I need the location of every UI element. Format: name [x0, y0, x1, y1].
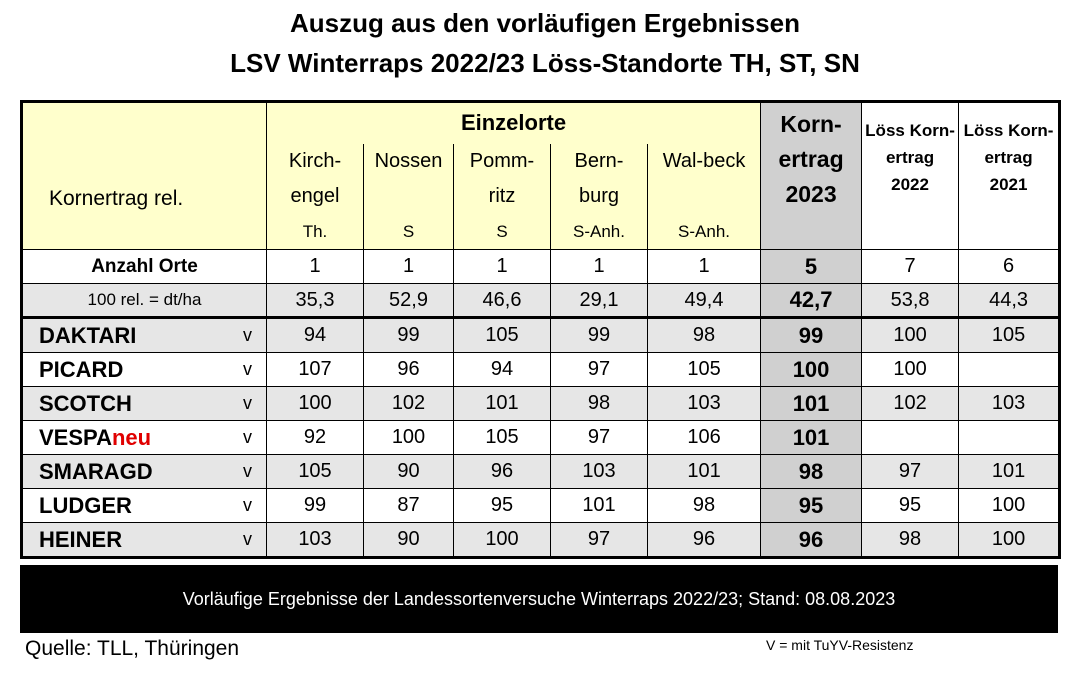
variety-name: VESPA — [39, 424, 112, 450]
table-cell: 96 — [648, 523, 761, 558]
loess2022-l3: 2022 — [891, 175, 929, 194]
table-cell: 98 — [761, 455, 862, 489]
variety-name: DAKTARI — [39, 322, 137, 348]
table-cell: 29,1 — [551, 284, 648, 318]
site-header-kirchengel — [267, 144, 364, 250]
table-cell: 96 — [364, 353, 454, 387]
footer-note: Vorläufige Ergebnisse der Landessortenversuche Winterraps 2022/23; Stand: 08.08.2023 — [20, 565, 1058, 633]
variety-name-cell — [22, 387, 267, 421]
table-cell: 101 — [959, 455, 1060, 489]
anzahl-orte-row — [22, 250, 1060, 284]
tuyv-marker: v — [243, 325, 252, 345]
table-cell: 100 — [267, 387, 364, 421]
variety-name-cell — [22, 353, 267, 387]
table-cell: 100 — [959, 489, 1060, 523]
loess-2022-header — [862, 102, 959, 250]
table-cell: 98 — [648, 489, 761, 523]
table-cell: 97 — [862, 455, 959, 489]
legend-text: V = mit TuYV-Resistenz — [766, 637, 914, 653]
site-header-nossen — [364, 144, 454, 250]
table-cell: 103 — [648, 387, 761, 421]
tuyv-marker: v — [243, 393, 252, 413]
table-cell: 90 — [364, 523, 454, 558]
variety-name: LUDGER — [39, 492, 132, 518]
table-cell: 101 — [761, 421, 862, 455]
table-cell: 97 — [551, 523, 648, 558]
site-header-bernburg — [551, 144, 648, 250]
table-cell: 105 — [959, 318, 1060, 353]
source-text: Quelle: TLL, Thüringen — [25, 637, 240, 660]
table-cell: 105 — [648, 353, 761, 387]
table-cell — [959, 353, 1060, 387]
variety-name-cell — [22, 455, 267, 489]
anzahl-orte-label: Anzahl Orte — [22, 250, 267, 284]
title-line-1: Auszug aus den vorläufigen Ergebnissen — [290, 8, 800, 38]
site-l2 — [648, 179, 760, 214]
table-row — [22, 353, 1060, 387]
tuyv-marker: v — [243, 427, 252, 447]
table-cell: 105 — [267, 455, 364, 489]
loess2021-l3: 2021 — [989, 175, 1028, 194]
table-cell: 6 — [959, 250, 1060, 284]
results-table — [20, 100, 1061, 559]
table-cell: 102 — [862, 387, 959, 421]
loess2022-l2: ertrag — [885, 148, 935, 167]
table-cell: 105 — [454, 421, 551, 455]
table-cell: 99 — [551, 318, 648, 353]
loess2021-l1: Löss Korn- — [963, 121, 1054, 140]
table-cell: 103 — [267, 523, 364, 558]
site-l1: Kirch- — [288, 149, 342, 172]
loess-2021-header — [959, 102, 1060, 250]
title-line-2: LSV Winterraps 2022/23 Löss-Standorte TH, ST, SN — [230, 48, 860, 78]
site-abbr: S-Anh. — [678, 221, 731, 241]
variety-name-cell — [22, 489, 267, 523]
table-cell: 1 — [454, 250, 551, 284]
site-abbr: Th. — [302, 221, 328, 241]
table-cell: 107 — [267, 353, 364, 387]
table-cell: 1 — [648, 250, 761, 284]
table-cell: 103 — [959, 387, 1060, 421]
table-cell: 106 — [648, 421, 761, 455]
variety-name-cell — [22, 523, 267, 558]
table-cell: 97 — [551, 421, 648, 455]
table-cell: 1 — [551, 250, 648, 284]
table-cell: 95 — [761, 489, 862, 523]
table-cell: 87 — [364, 489, 454, 523]
table-cell: 100 — [761, 353, 862, 387]
table-row — [22, 523, 1060, 558]
site-abbr: S — [496, 221, 508, 241]
tuyv-marker: v — [243, 461, 252, 481]
table-cell: 95 — [862, 489, 959, 523]
table-cell: 100 — [454, 523, 551, 558]
tuyv-marker: v — [243, 495, 252, 515]
site-header-pommritz — [454, 144, 551, 250]
table-cell: 99 — [267, 489, 364, 523]
table-row — [22, 455, 1060, 489]
table-cell: 96 — [761, 523, 862, 558]
table-cell: 35,3 — [267, 284, 364, 318]
table-cell: 102 — [364, 387, 454, 421]
table-cell: 98 — [648, 318, 761, 353]
table-cell: 99 — [364, 318, 454, 353]
table-cell: 94 — [454, 353, 551, 387]
site-l2: engel — [290, 184, 340, 207]
table-cell: 101 — [761, 387, 862, 421]
table-cell: 100 — [364, 421, 454, 455]
site-abbr: S — [402, 221, 415, 241]
table-row — [22, 318, 1060, 353]
korn-l1: Korn- — [780, 111, 842, 137]
table-cell: 101 — [648, 455, 761, 489]
variety-name: SCOTCH — [39, 390, 132, 416]
table-cell — [959, 421, 1060, 455]
table-cell: 101 — [551, 489, 648, 523]
site-l2: burg — [578, 184, 620, 207]
table-cell: 49,4 — [648, 284, 761, 318]
table-cell: 100 — [862, 353, 959, 387]
table-cell: 42,7 — [761, 284, 862, 318]
site-l1: Wal-beck — [662, 149, 746, 172]
variety-name: PICARD — [39, 356, 124, 382]
table-cell: 103 — [551, 455, 648, 489]
table-cell — [862, 421, 959, 455]
table-cell: 100 — [959, 523, 1060, 558]
site-l1: Pomm- — [469, 149, 535, 172]
einzelorte-header: Einzelorte — [267, 102, 761, 144]
site-header-walbeck — [648, 144, 761, 250]
variety-name-cell — [22, 318, 267, 353]
table-cell: 105 — [454, 318, 551, 353]
reference-row — [22, 284, 1060, 318]
table-cell: 98 — [862, 523, 959, 558]
variety-new-badge: neu — [111, 424, 152, 450]
table-row — [22, 421, 1060, 455]
site-l1: Nossen — [374, 149, 443, 172]
kornertrag-2023-header — [761, 102, 862, 250]
table-cell: 44,3 — [959, 284, 1060, 318]
reference-label: 100 rel. = dt/ha — [22, 284, 267, 318]
variety-name: SMARAGD — [39, 458, 153, 484]
table-cell: 98 — [551, 387, 648, 421]
table-cell: 94 — [267, 318, 364, 353]
korn-l3: 2023 — [785, 181, 837, 207]
site-l2 — [364, 179, 453, 214]
table-row — [22, 489, 1060, 523]
table-cell: 95 — [454, 489, 551, 523]
korn-l2: ertrag — [778, 146, 844, 172]
table-cell: 92 — [267, 421, 364, 455]
table-cell: 5 — [761, 250, 862, 284]
loess2022-l1: Löss Korn- — [865, 121, 955, 140]
table-cell: 1 — [267, 250, 364, 284]
table-cell: 53,8 — [862, 284, 959, 318]
variety-name-cell — [22, 421, 267, 455]
site-l1: Bern- — [574, 149, 624, 172]
table-cell: 96 — [454, 455, 551, 489]
variety-name: HEINER — [39, 526, 123, 552]
table-cell: 46,6 — [454, 284, 551, 318]
table-cell: 97 — [551, 353, 648, 387]
table-cell: 100 — [862, 318, 959, 353]
table-cell: 99 — [761, 318, 862, 353]
loess2021-l2: ertrag — [984, 148, 1033, 167]
table-cell: 90 — [364, 455, 454, 489]
table-cell: 52,9 — [364, 284, 454, 318]
table-cell: 1 — [364, 250, 454, 284]
tuyv-marker: v — [243, 529, 252, 549]
row-label-header: Kornertrag rel. — [22, 102, 267, 250]
table-cell: 7 — [862, 250, 959, 284]
tuyv-marker: v — [243, 359, 252, 379]
table-row — [22, 387, 1060, 421]
table-cell: 101 — [454, 387, 551, 421]
site-abbr: S-Anh. — [573, 221, 625, 241]
site-l2: ritz — [488, 184, 516, 207]
